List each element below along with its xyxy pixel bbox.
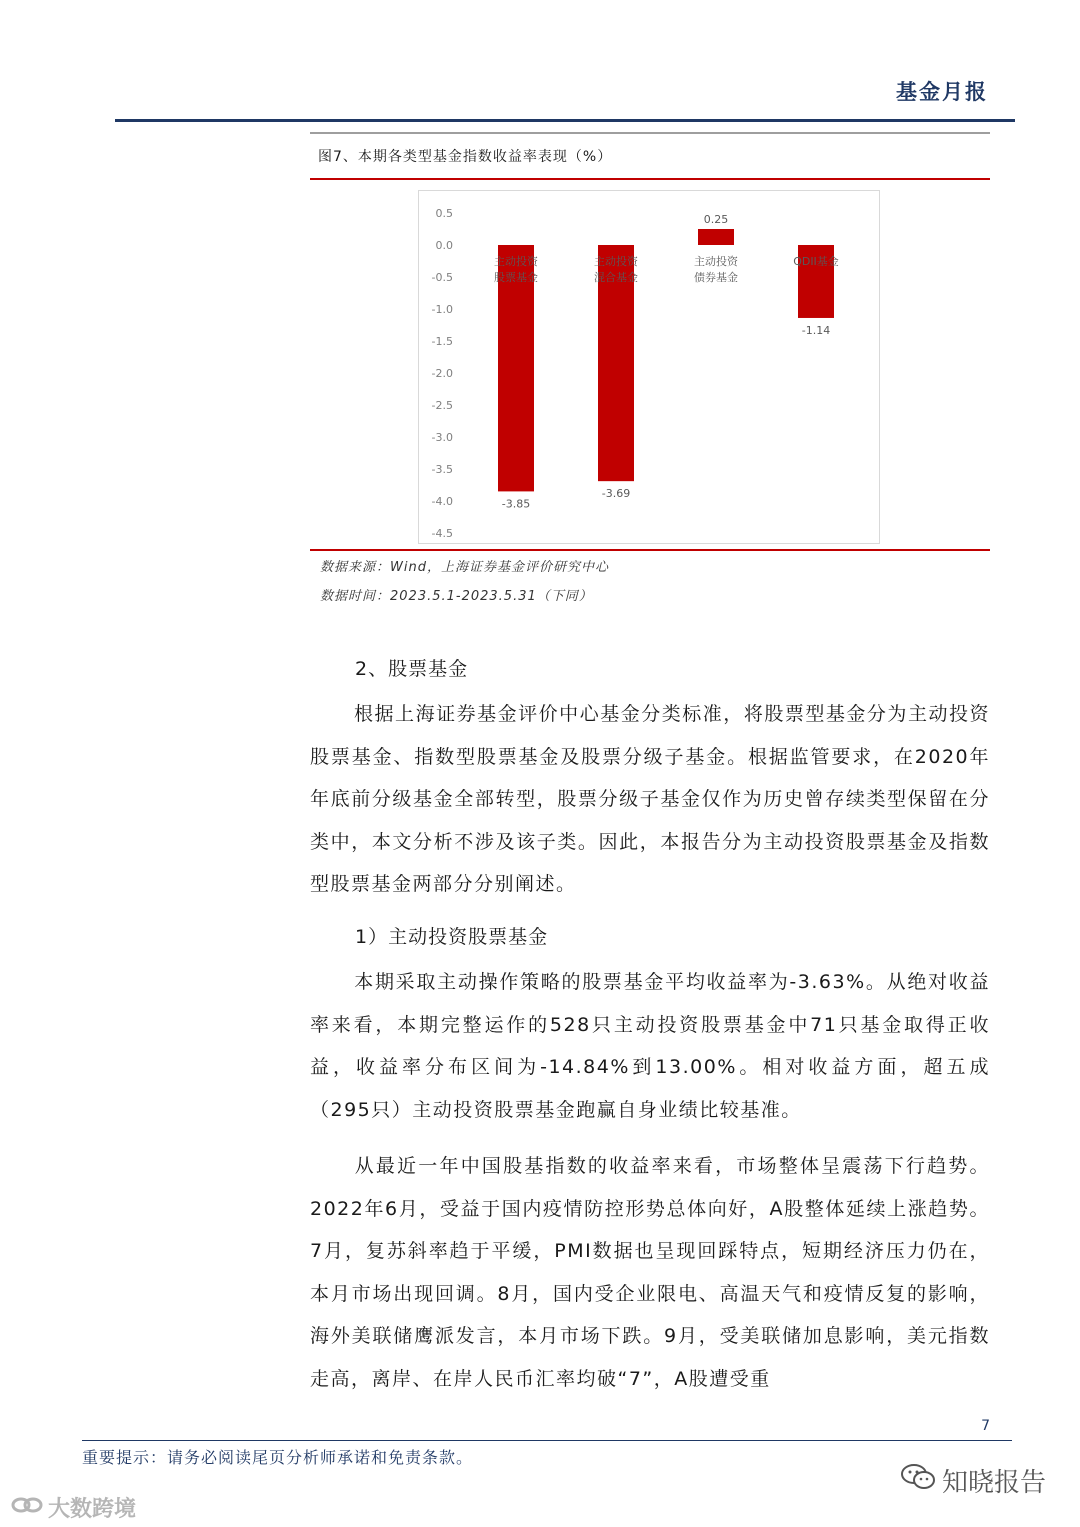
y-tick-label: -4.5 (431, 527, 453, 540)
data-label: -3.69 (601, 487, 631, 501)
category-label: 主动投资 (594, 255, 638, 268)
figure-rule-top (310, 178, 990, 180)
figure-caption: 图7、本期各类型基金指数收益率表现（%） (318, 149, 613, 165)
y-tick-label: -3.5 (431, 463, 453, 476)
data-label: 0.25 (703, 213, 729, 226)
category-label: 债券基金 (694, 271, 738, 284)
link-icon (10, 1495, 44, 1521)
category-label: 主动投资 (694, 255, 738, 268)
footer-divider (82, 1440, 1012, 1441)
paragraph-2 (310, 961, 990, 1131)
paragraph-3-text: 从最近一年中国股基指数的收益率来看，市场整体呈震荡下行趋势。2022年6月，受益于国内疫情防控形势总体向好，A股整体延续上涨趋势。7月，复苏斜率趋于平缓，PMI数据也呈现回踩特点，短期经济压力仍在，本月市场出现回调。8月，国内受企业限电、高温天气和疫情反复的影响，海外美联储鹰派发言，本月市场下跌。9月，受美联储加息影响，美元指数走高，离岸、在岸人民币汇率均破“7”，A股遭受重 (310, 1155, 990, 1390)
header-divider (115, 119, 1015, 122)
paragraph-1-text: 根据上海证券基金评价中心基金分类标准，将股票型基金分为主动投资股票基金、指数型股票基金及股票分级子基金。根据监管要求，在2020年年底前分级基金全部转型，股票分级子基金仅作为历史曾存续类型保留在分类中，本文分析不涉及该子类。因此，本报告分为主动投资股票基金及指数型股票基金两部分分别阐述。 (310, 703, 990, 895)
category-label: 混合基金 (594, 271, 638, 284)
figure-source: 数据来源：Wind，上海证券基金评价研究中心 (320, 560, 609, 575)
category-label: 主动投资 (494, 255, 538, 268)
bar-chart-svg (419, 191, 879, 543)
y-tick-label: -3.0 (431, 431, 453, 444)
y-tick-label: -1.0 (431, 303, 453, 316)
category-label: QDII基金 (793, 255, 839, 268)
paragraph-1 (310, 693, 990, 906)
wechat-icon (900, 1462, 936, 1499)
watermark-right-text: 知晓报告 (941, 1468, 1046, 1498)
section-title: 2、股票基金 (355, 658, 469, 680)
y-tick-label: 0.0 (435, 239, 453, 252)
bar (698, 229, 734, 245)
header-divider-thin (310, 132, 990, 134)
subsection-title: 1）主动投资股票基金 (355, 926, 549, 948)
watermark-right (900, 1462, 1046, 1499)
data-label: -3.85 (501, 497, 531, 511)
footer-notice: 重要提示：请务必阅读尾页分析师承诺和免责条款。 (82, 1448, 474, 1467)
y-tick-label: -2.0 (431, 367, 453, 380)
watermark-left (10, 1492, 136, 1523)
y-tick-label: -0.5 (431, 271, 453, 284)
y-tick-label: 0.5 (435, 207, 453, 220)
paragraph-2-text: 本期采取主动操作策略的股票基金平均收益率为-3.63%。从绝对收益率来看，本期完整运作的528只主动投资股票基金中71只基金取得正收益，收益率分布区间为-14.84%到13.00%。相对收益方面，超五成（295只）主动投资股票基金跑赢自身业绩比较基准。 (310, 971, 990, 1121)
category-label: 股票基金 (494, 271, 538, 284)
y-tick-label: -2.5 (431, 399, 453, 412)
watermark-left-text: 大数跨境 (48, 1497, 137, 1522)
bar-chart (418, 190, 880, 544)
figure-date: 数据时间：2023.5.1-2023.5.31（下同） (320, 589, 593, 604)
page-number: 7 (981, 1418, 990, 1434)
header-title: 基金月报 (896, 80, 988, 104)
data-label: -1.14 (801, 323, 831, 337)
y-tick-label: -4.0 (431, 495, 453, 508)
figure-rule-bottom (310, 549, 990, 551)
y-tick-label: -1.5 (431, 335, 453, 348)
paragraph-3 (310, 1145, 990, 1400)
